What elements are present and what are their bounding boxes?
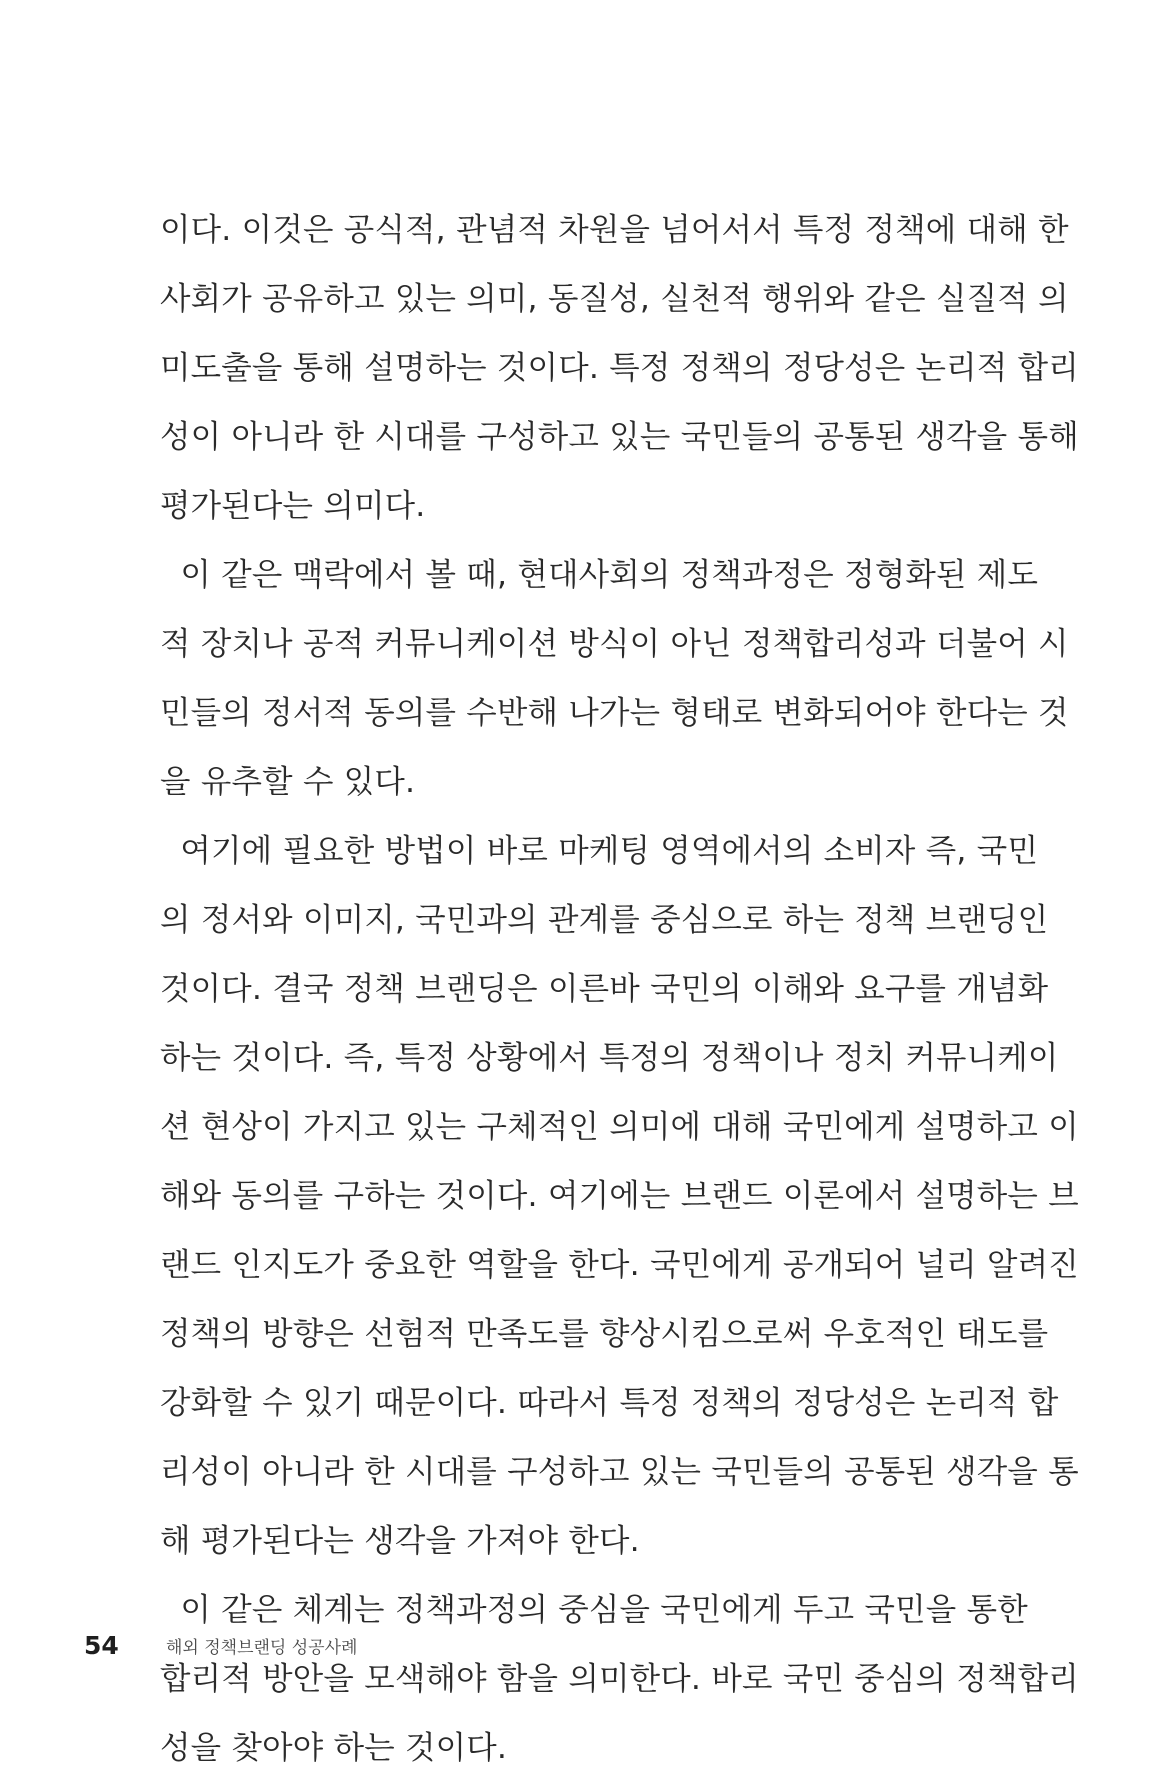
text-line: 리성이 아니라 한 시대를 구성하고 있는 국민들의 공통된 생각을 통 (160, 1454, 1079, 1490)
text-line: 랜드 인지도가 중요한 역할을 한다. 국민에게 공개되어 널리 알려진 (160, 1247, 1079, 1283)
text-line: 강화할 수 있기 때문이다. 따라서 특정 정책의 정당성은 논리적 합 (160, 1385, 1059, 1421)
text-line: 이 같은 체계는 정책과정의 중심을 국민에게 두고 국민을 통한 (160, 1592, 1028, 1628)
text-line: 하는 것이다. 즉, 특정 상황에서 특정의 정책이나 정치 커뮤니케이 (160, 1040, 1059, 1076)
text-line: 을 유추할 수 있다. (160, 764, 416, 800)
text-line: 성이 아니라 한 시대를 구성하고 있는 국민들의 공통된 생각을 통해 (160, 419, 1079, 455)
page-footer (84, 1625, 357, 1665)
text-line: 이다. 이것은 공식적, 관념적 차원을 넘어서서 특정 정책에 대해 한 (160, 212, 1069, 248)
text-line: 여기에 필요한 방법이 바로 마케팅 영역에서의 소비자 즉, 국민 (160, 833, 1039, 869)
text-line: 정책의 방향은 선험적 만족도를 향상시킴으로써 우호적인 태도를 (160, 1316, 1049, 1352)
text-line: 합리적 방안을 모색해야 함을 의미한다. 바로 국민 중심의 정책합리 (160, 1661, 1079, 1697)
body-text (160, 196, 1079, 1783)
text-line: 이 같은 맥락에서 볼 때, 현대사회의 정책과정은 정형화된 제도 (160, 557, 1039, 593)
text-line: 해 평가된다는 생각을 가져야 한다. (160, 1523, 640, 1559)
text-line: 적 장치나 공적 커뮤니케이션 방식이 아닌 정책합리성과 더불어 시 (160, 626, 1069, 662)
text-line: 것이다. 결국 정책 브랜딩은 이른바 국민의 이해와 요구를 개념화 (160, 971, 1049, 1007)
text-line: 성을 찾아야 하는 것이다. (160, 1730, 508, 1766)
text-line: 미도출을 통해 설명하는 것이다. 특정 정책의 정당성은 논리적 합리 (160, 350, 1079, 386)
text-line: 해와 동의를 구하는 것이다. 여기에는 브랜드 이론에서 설명하는 브 (160, 1178, 1079, 1214)
text-line: 션 현상이 가지고 있는 구체적인 의미에 대해 국민에게 설명하고 이 (160, 1109, 1079, 1145)
text-line: 의 정서와 이미지, 국민과의 관계를 중심으로 하는 정책 브랜딩인 (160, 902, 1049, 938)
text-line: 민들의 정서적 동의를 수반해 나가는 형태로 변화되어야 한다는 것 (160, 695, 1069, 731)
text-line: 사회가 공유하고 있는 의미, 동질성, 실천적 행위와 같은 실질적 의 (160, 281, 1069, 317)
page-number: 54 (84, 1630, 119, 1660)
text-line: 평가된다는 의미다. (160, 488, 426, 524)
running-title: 해외 정책브랜딩 성공사례 (166, 1637, 358, 1658)
